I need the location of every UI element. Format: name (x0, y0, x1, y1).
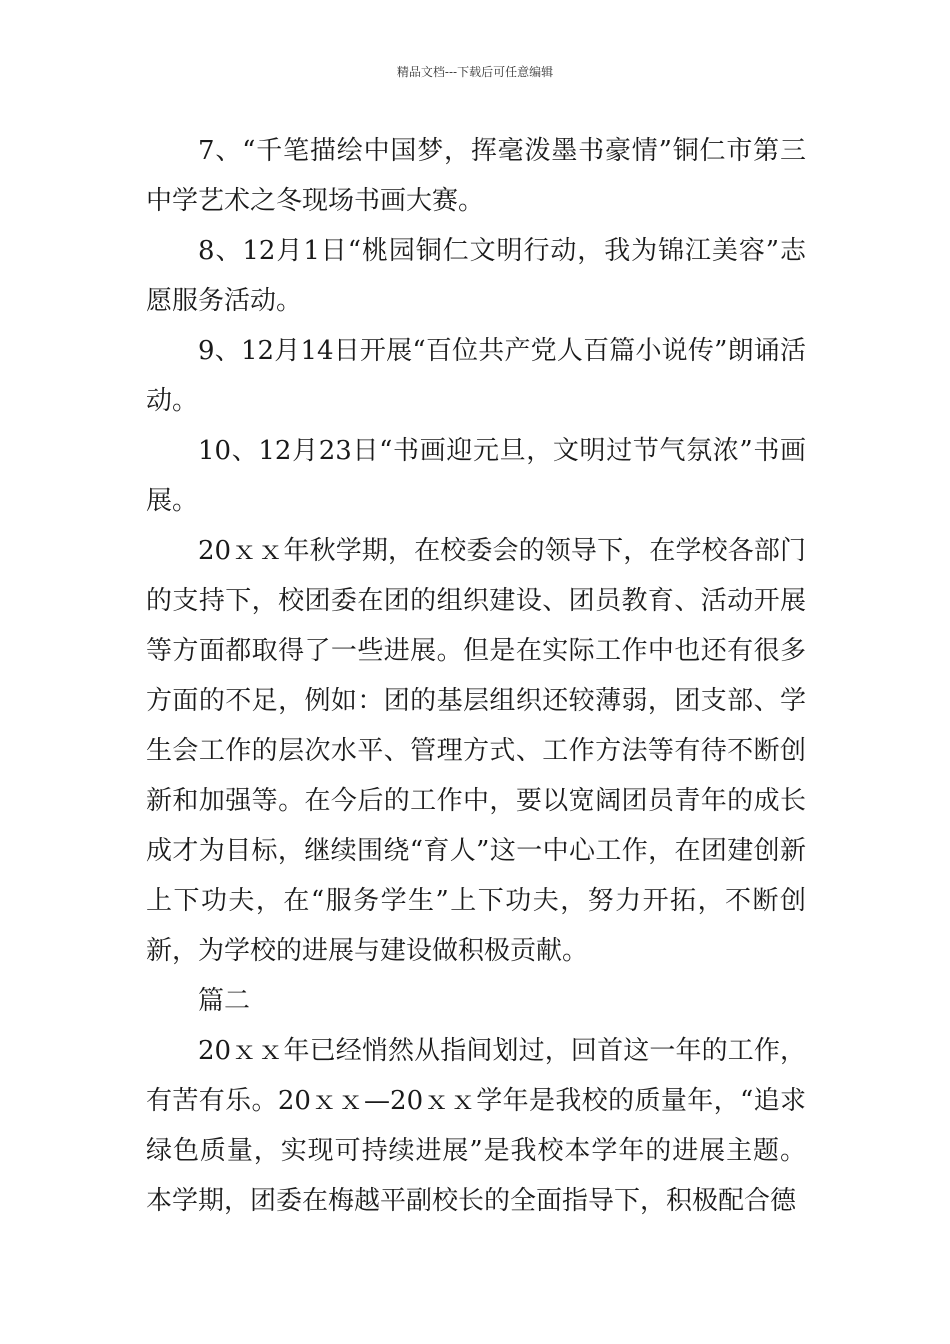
paragraph-activity-7: 7、“千笔描绘中国梦，挥毫泼墨书豪情”铜仁市第三中学艺术之冬现场书画大赛。 (146, 136, 806, 216)
paragraph-section-two: 20ｘｘ年已经悄然从指间划过，回首这一年的工作，有苦有乐。20ｘｘ—20ｘｘ学年是我校的质量年，“追求绿色质量，实现可持续进展”是我校本学年的进展主题。本学期，团委在梅越平副校长的全面指导下，积极配合德 (146, 1036, 806, 1216)
paragraph-activity-8: 8、12月1日“桃园铜仁文明行动，我为锦江美容”志愿服务活动。 (146, 236, 806, 316)
paragraph-activity-10: 10、12月23日“书画迎元旦，文明过节气氛浓”书画展。 (146, 436, 806, 516)
paragraph-summary: 20ｘｘ年秋学期，在校委会的领导下，在学校各部门的支持下，校团委在团的组织建设、团员教育、活动开展等方面都取得了一些进展。但是在实际工作中也还有很多方面的不足，例如：团的基层组织还较薄弱，团支部、学生会工作的层次水平、管理方式、工作方法等有待不断创新和加强等。在今后的工作中，要以宽阔团员青年的成长成才为目标，继续围绕“育人”这一中心工作，在团建创新上下功夫，在“服务学生”上下功夫，努力开拓，不断创新，为学校的进展与建设做积极贡献。 (146, 536, 806, 966)
paragraph-activity-9: 9、12月14日开展“百位共产党人百篇小说传”朗诵活动。 (146, 336, 806, 416)
page-header: 精品文档---下载后可任意编辑 (396, 65, 554, 79)
section-heading: 篇二 (198, 986, 251, 1016)
document-body (146, 126, 806, 1226)
